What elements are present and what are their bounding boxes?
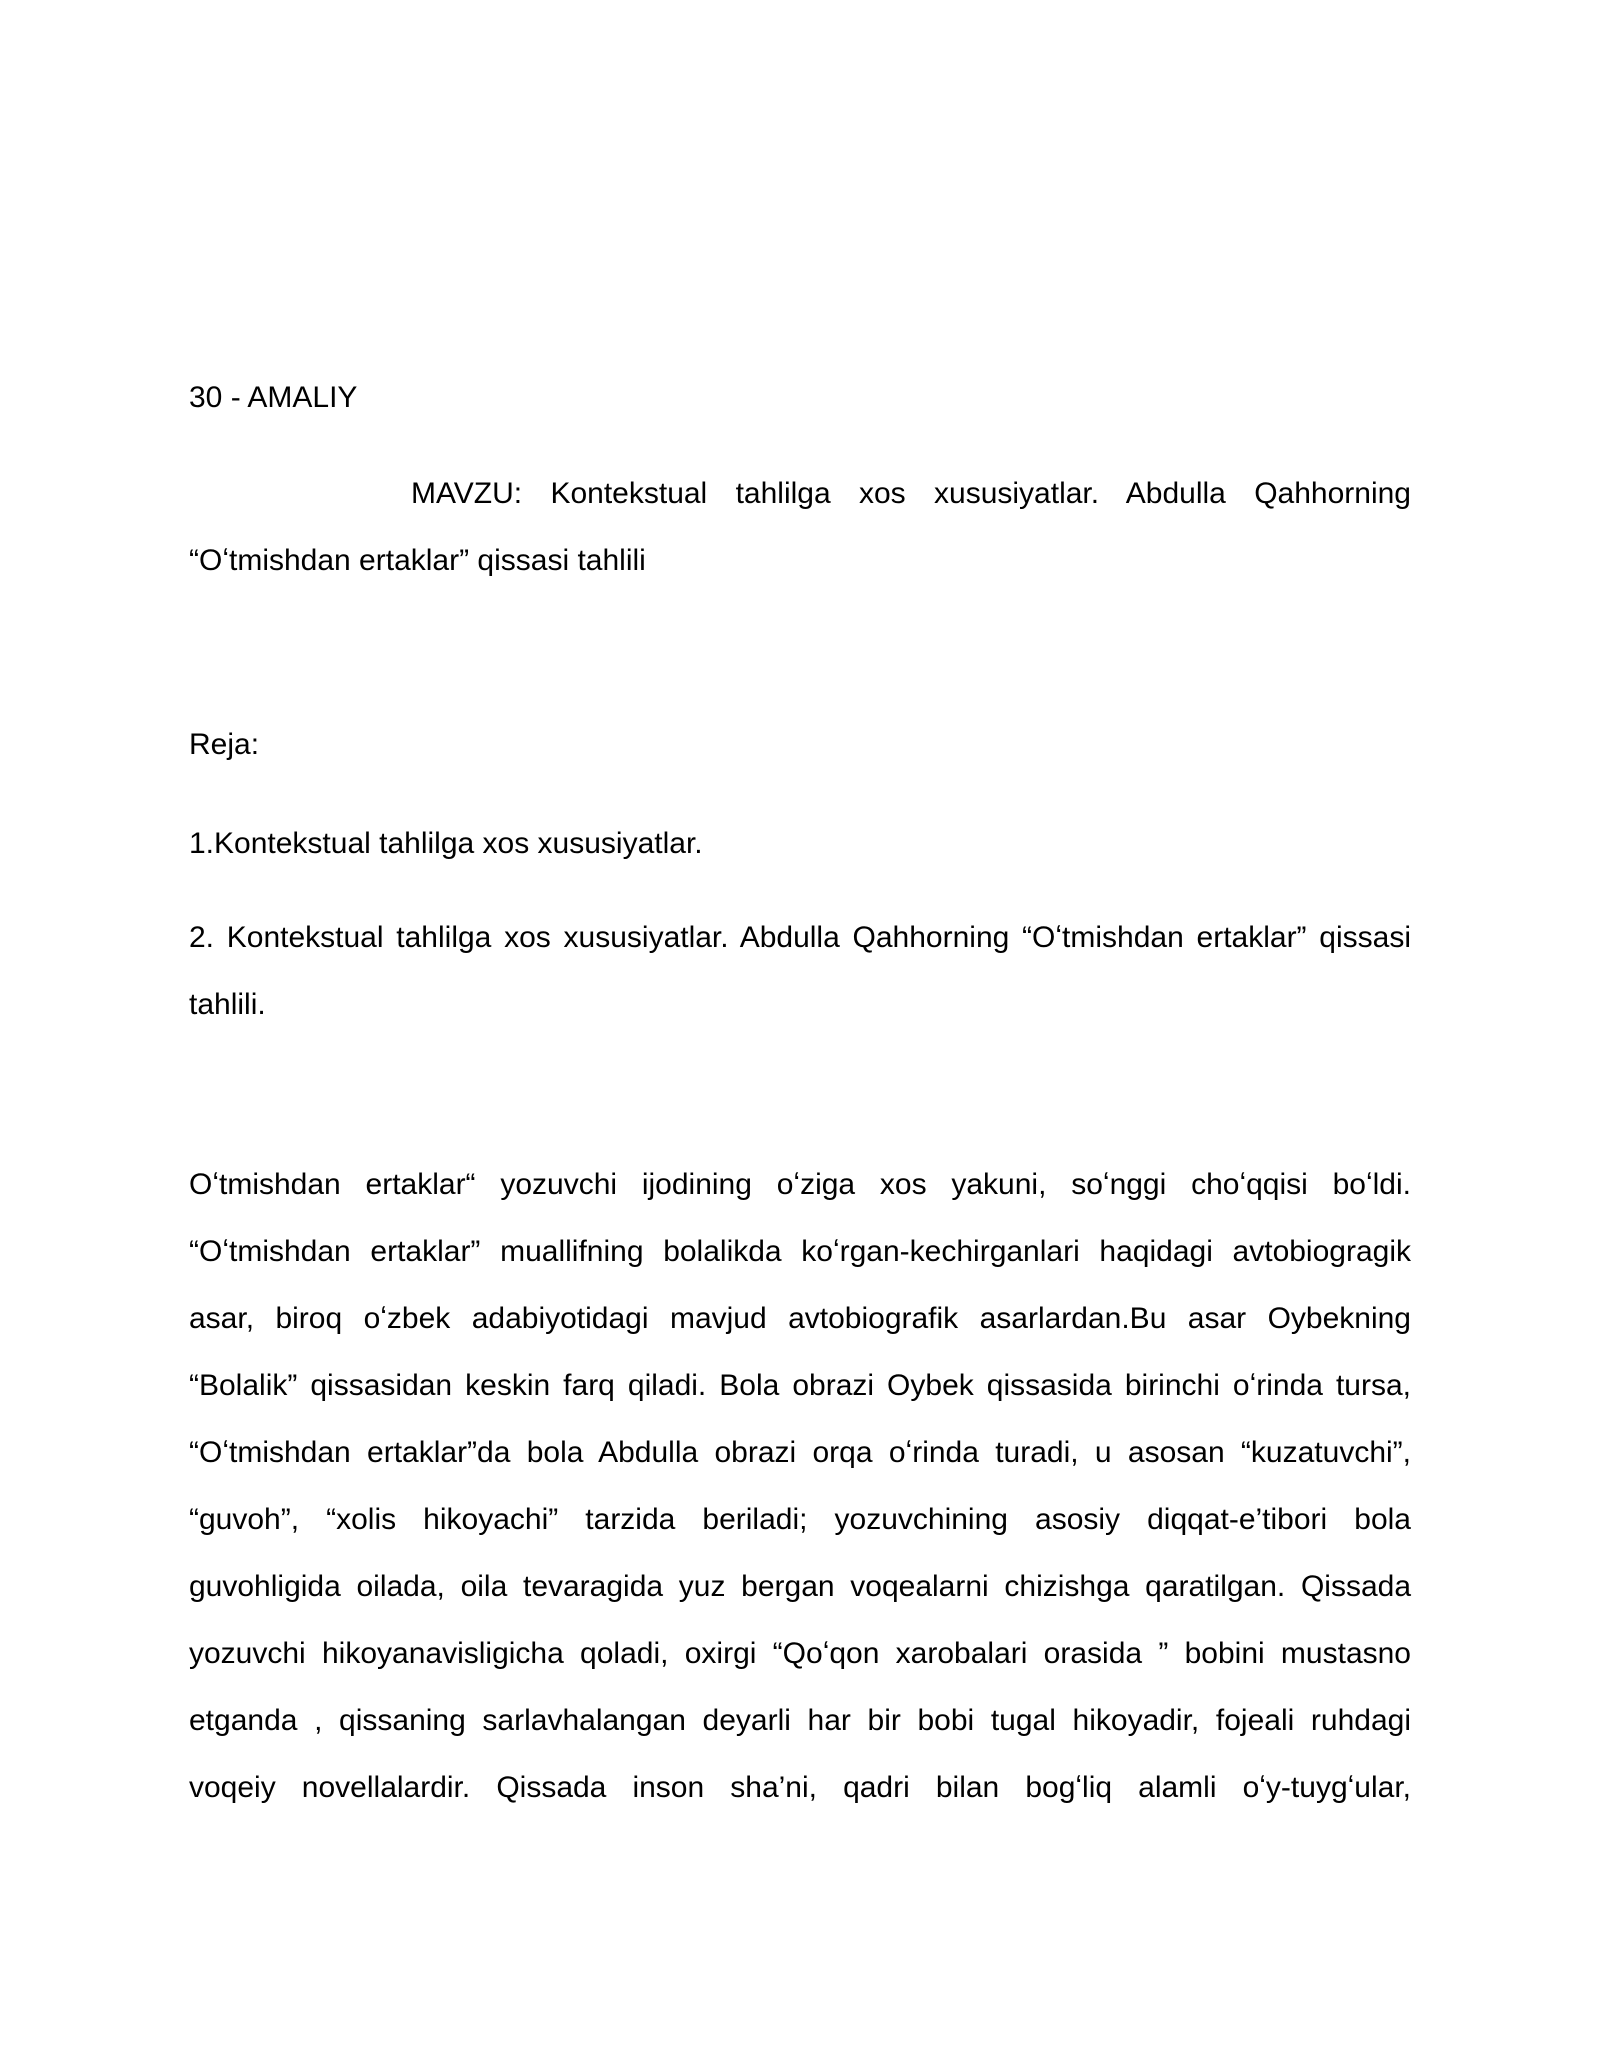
plan-item: 2. Kontekstual tahlilga xos xususiyatlar. Abdulla Qahhorning “Oʻtmishdan ertaklar” qissasi tahlili. — [189, 921, 1411, 1021]
page-heading: 30 - AMALIY — [189, 381, 358, 414]
topic-title: MAVZU: Kontekstual tahlilga xos xususiyatlar. Abdulla Qahhorning “Oʻtmishdan ertaklar” qissasi tahlili — [189, 477, 1411, 577]
plan-label: Reja: — [189, 728, 260, 761]
plan-list — [189, 810, 1411, 1065]
plan-item: 1.Kontekstual tahlilga xos xususiyatlar. — [189, 827, 703, 860]
body-paragraph: Oʻtmishdan ertaklar“ yozuvchi ijodining oʻziga xos yakuni, soʻnggi choʻqqisi boʻldi. “Oʻtmishdan ertaklar” muallifning bolalikda koʻrgan-kechirganlari haqidagi avtobiogragik asar, biroq oʻzbek adabiyotidagi mavjud avtobiografik asarlardan.Bu asar Oybekning “Bolalik” qissasidan keskin farq qiladi. Bola obrazi Oybek qissasida birinchi oʻrinda tursa, “Oʻtmishdan ertaklar”da bola Abdulla obrazi orqa oʻrinda turadi, u asosan “kuzatuvchi”, “guvoh”, “xolis hikoyachi” tarzida beriladi; yozuvchining asosiy diqqat-e’tibori bola guvohligida oilada, oila tevaragida yuz bergan voqealarni chizishga qaratilgan. Qissada yozuvchi hikoyanavisligicha qoladi, oxirgi “Qoʻqon xarobalari orasida ” bobini mustasno etganda , qissaning sarlavhalangan deyarli har bir bobi tugal hikoyadir, fojeali ruhdagi voqeiy novellalardir. Qissada inson sha’ni, qadri bilan bogʻliq alamli oʻy-tuygʻular, — [189, 1168, 1411, 1804]
